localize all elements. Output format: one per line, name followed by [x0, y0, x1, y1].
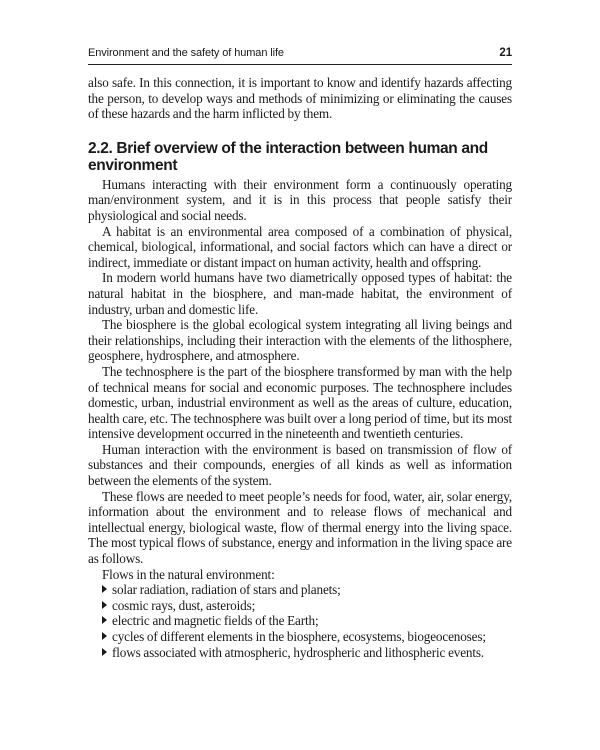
- running-title: Environment and the safety of human life: [88, 47, 284, 59]
- intro-paragraph: also safe. In this connection, it is important to know and identify hazards affecting the person, to develop ways and methods of minimizing or eliminating the causes of these hazards and the harm inflicted by them.: [88, 75, 512, 122]
- paragraph-interaction-flows: Human interaction with the environment is based on transmission of flow of substances and their compounds, energies of all kinds as well as information between the elements of the system.: [88, 441, 512, 489]
- document-page: [88, 46, 512, 660]
- list-item-text: cycles of different elements in the biosphere, ecosystems, biogeocenoses;: [112, 629, 486, 644]
- running-header: [88, 46, 512, 65]
- paragraph-habitat: A habitat is an environmental area composed of a combination of physical, chemical, biological, informational, and social factors which can have a direct or indirect, immediate or distant impact on human activity, health and offspring.: [88, 223, 512, 270]
- list-item-text: cosmic rays, dust, asteroids;: [112, 597, 256, 613]
- paragraph-biosphere: The biosphere is the global ecological system integrating all living beings and their relationships, including their interaction with the elements of the lithosphere, geosphere, hydrosphere, and atmosphere.: [88, 317, 512, 364]
- list-item: [88, 629, 512, 645]
- section-heading: 2.2. Brief overview of the interaction between human and environment: [88, 139, 488, 174]
- triangle-bullet-icon: [102, 601, 107, 609]
- triangle-bullet-icon: [102, 632, 107, 640]
- triangle-bullet-icon: [102, 648, 107, 656]
- list-item: [88, 645, 512, 661]
- section-body: [88, 177, 512, 660]
- natural-flows-list: [88, 582, 512, 660]
- list-item: [88, 598, 512, 614]
- page-number: 21: [499, 47, 512, 59]
- paragraph-technosphere: The technosphere is the part of the biosphere transformed by man with the help of technical means for social and economic purposes. The technosphere includes domestic, urban, industrial environment as well as the areas of culture, education, health care, etc. The technosphere was built over a long period of time, but its most intensive development occurred in the nineteenth and twentieth centuries.: [88, 363, 512, 442]
- triangle-bullet-icon: [102, 585, 107, 593]
- list-item: [88, 613, 512, 629]
- list-intro: Flows in the natural environment:: [102, 566, 275, 582]
- paragraph-habitat-types: In modern world humans have two diametrically opposed types of habitat: the natural habitat in the biosphere, and man-made habitat, the environment of industry, urban and domestic life.: [88, 270, 512, 317]
- list-item-text: flows associated with atmospheric, hydrospheric and lithospheric events.: [112, 644, 485, 660]
- intro-block: [88, 75, 512, 122]
- triangle-bullet-icon: [102, 616, 107, 624]
- list-item-text: solar radiation, radiation of stars and planets;: [112, 582, 341, 598]
- list-item: [88, 582, 512, 598]
- list-item-text: electric and magnetic fields of the Earth;: [112, 613, 319, 629]
- paragraph-man-environment-system: Humans interacting with their environment form a continuously operating man/environment system, and it is in this process that people satisfy their physiological and social needs.: [88, 176, 512, 223]
- paragraph-flow-needs: These flows are needed to meet people’s needs for food, water, air, solar energy, information about the environment and to release flows of mechanical and intellectual energy, biological waste, flow of thermal energy into the living space. The most typical flows of substance, energy and information in the living space are as follows.: [88, 488, 512, 567]
